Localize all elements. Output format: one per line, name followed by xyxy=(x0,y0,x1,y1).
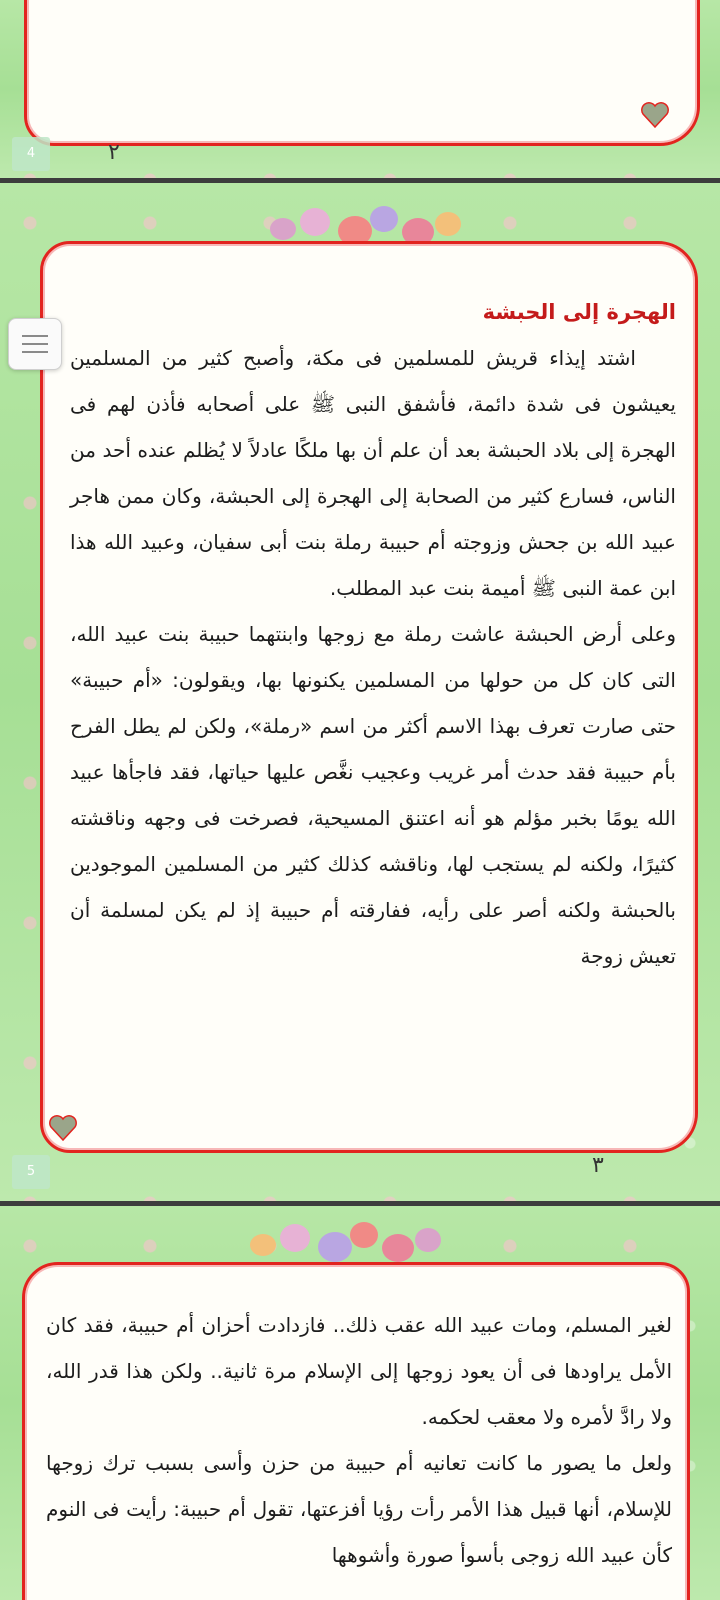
hamburger-icon xyxy=(22,335,48,337)
paragraph: ولعل ما يصور ما كانت تعانيه أم حبيبة من حزن وأسى بسبب ترك زوجها للإسلام، أنها قبيل هذا الأمر رأت رؤيا أفزعتها، تقول أم حبيبة: رأيت فى النوم كأن عبيد الله زوجى بأسوأ صورة وأشوهها xyxy=(46,1451,672,1567)
page-frame xyxy=(24,0,700,146)
paragraph: اشتد إيذاء قريش للمسلمين فى مكة، وأصبح كثير من المسلمين يعيشون فى شدة دائمة، فأشفق النبى ﷺ على أصحابه فأذن لهم فى الهجرة إلى بلاد الحبشة بعد أن علم أن بها ملكًا عادلاً لا يُظلم عنده أحد من الناس، فسارع كثير من الصحابة إلى الهجرة إلى الحبشة، وكان ممن هاجر عبيد الله بن جحش وزوجته أم حبيبة رملة بنت أبى سفيان، وعبيد الله هذا ابن عمة النبى ﷺ أميمة بنت عبد المطلب. xyxy=(70,346,676,600)
heart-decoration-icon xyxy=(48,1113,78,1143)
page-thumbnail[interactable]: 5 xyxy=(12,1155,50,1189)
paragraph: وعلى أرض الحبشة عاشت رملة مع زوجها وابنتهما حبيبة بنت عبيد الله، التى كان كل من حولها من المسلمين يكنونها بها، ويقولون: «أم حبيبة» حتى صارت تعرف بهذا الاسم أكثر من اسم «رملة»، ولكن لم يطل الفرح بأم حبيبة فقد حدث أمر غريب وعجيب نغَّص عليها حياتها، فقد فاجأها عبيد الله يومًا بخبر مؤلم هو أنه اعتنق المسيحية، فصرخت فى وجهه وناقشته كثيرًا، ولكنه لم يستجب لها، وناقشه كذلك كثير من المسلمين الموجودين بالحبشة ولكنه أصر على رأيه، ففارقته أم حبيبة إذ لم يكن لمسلمة أن تعيش زوجة xyxy=(70,622,676,968)
page-text xyxy=(46,1302,672,1578)
page-thumbnail[interactable]: 4 xyxy=(12,137,50,171)
page-number: ٢ xyxy=(108,140,120,165)
page-text xyxy=(70,289,676,979)
paragraph: لغير المسلم، ومات عبيد الله عقب ذلك.. فازدادت أحزان أم حبيبة، فقد كان الأمل يراودها فى أن يعود زوجها إلى الإسلام مرة ثانية.. ولكن هذا قدر الله، ولا رادَّ لأمره ولا معقب لحكمه. xyxy=(46,1313,672,1429)
chapter-heading: الهجرة إلى الحبشة xyxy=(482,300,676,324)
book-page-3 xyxy=(0,183,720,1201)
book-page-4 xyxy=(0,1206,720,1600)
page-number: ٣ xyxy=(592,1153,604,1178)
heart-decoration-icon xyxy=(640,100,670,130)
book-page-2 xyxy=(0,0,720,178)
hamburger-icon xyxy=(22,351,48,353)
menu-button[interactable] xyxy=(8,318,62,370)
hamburger-icon xyxy=(22,343,48,345)
